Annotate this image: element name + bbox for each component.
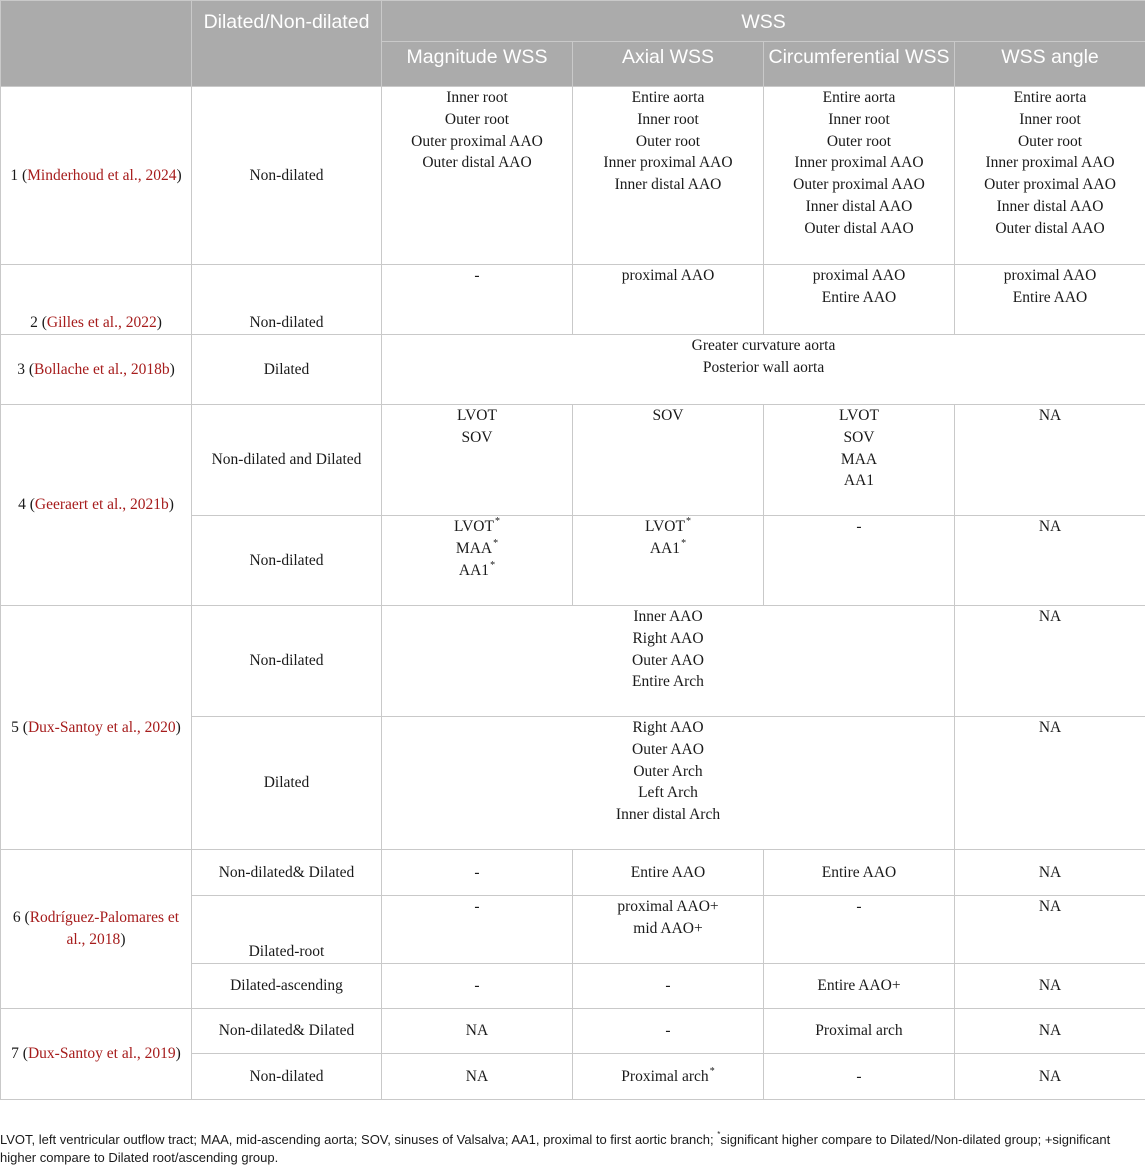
dilation-cell: Dilated	[192, 717, 382, 850]
wss-span-cell: Inner AAO Right AAO Outer AAO Entire Arch	[382, 606, 955, 717]
angle-cell: NA	[955, 1054, 1145, 1100]
study-cell: 1 (Minderhoud et al., 2024)	[1, 87, 192, 265]
axial-cell: -	[573, 964, 764, 1009]
header-wss-angle: WSS angle	[955, 42, 1145, 87]
magnitude-cell: -	[382, 896, 573, 964]
axial-cell: -	[573, 1009, 764, 1054]
angle-cell: Entire aorta Inner root Outer root Inner proximal AAO Outer proximal AAO Inner distal AAO Outer distal AAO	[955, 87, 1145, 265]
magnitude-cell: NA	[382, 1009, 573, 1054]
angle-cell: NA	[955, 1009, 1145, 1054]
dilation-cell: Dilated	[192, 335, 382, 405]
magnitude-cell: LVOT* MAA* AA1*	[382, 516, 573, 606]
table-row	[1, 335, 1145, 405]
study-cell: 5 (Dux-Santoy et al., 2020)	[1, 606, 192, 850]
circumferential-cell: proximal AAO Entire AAO	[764, 265, 955, 335]
dilation-cell: Non-dilated	[192, 265, 382, 335]
table-footnote: LVOT, left ventricular outflow tract; MAA, mid-ascending aorta; SOV, sinuses of Valsalva; AA1, proximal to first aortic branch; *significant higher compare to Dilated/Non-dilated group; +significant higher compare to Dilated root/ascending group.	[0, 1130, 1111, 1165]
study-cell: 4 (Geeraert et al., 2021b)	[1, 405, 192, 606]
table-row	[1, 265, 1145, 335]
header-axial-wss: Axial WSS	[573, 42, 764, 87]
study-cell: 2 (Gilles et al., 2022)	[1, 265, 192, 335]
magnitude-cell: Inner root Outer root Outer proximal AAO Outer distal AAO	[382, 87, 573, 265]
dilation-cell: Non-dilated	[192, 606, 382, 717]
table-row	[1, 606, 1145, 717]
dilation-cell: Non-dilated	[192, 516, 382, 606]
angle-cell: NA	[955, 606, 1145, 717]
magnitude-cell: NA	[382, 1054, 573, 1100]
axial-cell: proximal AAO+ mid AAO+	[573, 896, 764, 964]
reference-link[interactable]: Geeraert et al., 2021b	[34, 496, 169, 514]
reference-link[interactable]: Minderhoud et al., 2024	[27, 166, 177, 184]
table-row	[1, 850, 1145, 896]
header-study	[1, 1, 192, 87]
magnitude-cell: -	[382, 265, 573, 335]
header-dilated: Dilated/Non-dilated	[192, 1, 382, 87]
axial-cell: SOV	[573, 405, 764, 516]
dilation-cell: Non-dilated and Dilated	[192, 405, 382, 516]
dilation-cell: Non-dilated	[192, 1054, 382, 1100]
magnitude-cell: -	[382, 850, 573, 896]
circumferential-cell: -	[764, 1054, 955, 1100]
magnitude-cell: LVOT SOV	[382, 405, 573, 516]
angle-cell: NA	[955, 516, 1145, 606]
circumferential-cell: Proximal arch	[764, 1009, 955, 1054]
reference-link[interactable]: Bollache et al., 2018b	[34, 360, 170, 378]
circumferential-cell: Entire AAO+	[764, 964, 955, 1009]
angle-cell: proximal AAO Entire AAO	[955, 265, 1145, 335]
dilation-cell: Non-dilated& Dilated	[192, 1009, 382, 1054]
angle-cell: NA	[955, 717, 1145, 850]
circumferential-cell: Entire aorta Inner root Outer root Inner proximal AAO Outer proximal AAO Inner distal AAO Outer distal AAO	[764, 87, 955, 265]
reference-link[interactable]: Rodríguez-Palomares et al., 2018	[29, 909, 180, 948]
table-row	[1, 405, 1145, 516]
axial-cell: Entire AAO	[573, 850, 764, 896]
reference-link[interactable]: Gilles et al., 2022	[46, 314, 157, 332]
angle-cell: NA	[955, 896, 1145, 964]
header-wss: WSS	[382, 1, 1145, 42]
dilation-cell: Dilated-ascending	[192, 964, 382, 1009]
circumferential-cell: -	[764, 896, 955, 964]
wss-span-cell: Greater curvature aorta Posterior wall aorta	[382, 335, 1145, 405]
circumferential-cell: Entire AAO	[764, 850, 955, 896]
study-cell: 3 (Bollache et al., 2018b)	[1, 335, 192, 405]
wss-span-cell: Right AAO Outer AAO Outer Arch Left Arch Inner distal Arch	[382, 717, 955, 850]
angle-cell: NA	[955, 405, 1145, 516]
dilation-cell: Non-dilated	[192, 87, 382, 265]
header-magnitude-wss: Magnitude WSS	[382, 42, 573, 87]
dilation-cell: Non-dilated& Dilated	[192, 850, 382, 896]
axial-cell: LVOT* AA1*	[573, 516, 764, 606]
table-row	[1, 1009, 1145, 1054]
study-cell: 7 (Dux-Santoy et al., 2019)	[1, 1009, 192, 1100]
magnitude-cell: -	[382, 964, 573, 1009]
axial-cell: proximal AAO	[573, 265, 764, 335]
table-row	[1, 87, 1145, 265]
circumferential-cell: -	[764, 516, 955, 606]
header-circumferential-wss: Circumferential WSS	[764, 42, 955, 87]
study-cell: 6 (Rodríguez-Palomares et al., 2018)	[1, 850, 192, 1009]
reference-link[interactable]: Dux-Santoy et al., 2020	[27, 718, 176, 736]
axial-cell: Proximal arch*	[573, 1054, 764, 1100]
dilation-cell: Dilated-root	[192, 896, 382, 964]
angle-cell: NA	[955, 964, 1145, 1009]
angle-cell: NA	[955, 850, 1145, 896]
reference-link[interactable]: Dux-Santoy et al., 2019	[27, 1045, 176, 1063]
circumferential-cell: LVOT SOV MAA AA1	[764, 405, 955, 516]
axial-cell: Entire aorta Inner root Outer root Inner proximal AAO Inner distal AAO	[573, 87, 764, 265]
